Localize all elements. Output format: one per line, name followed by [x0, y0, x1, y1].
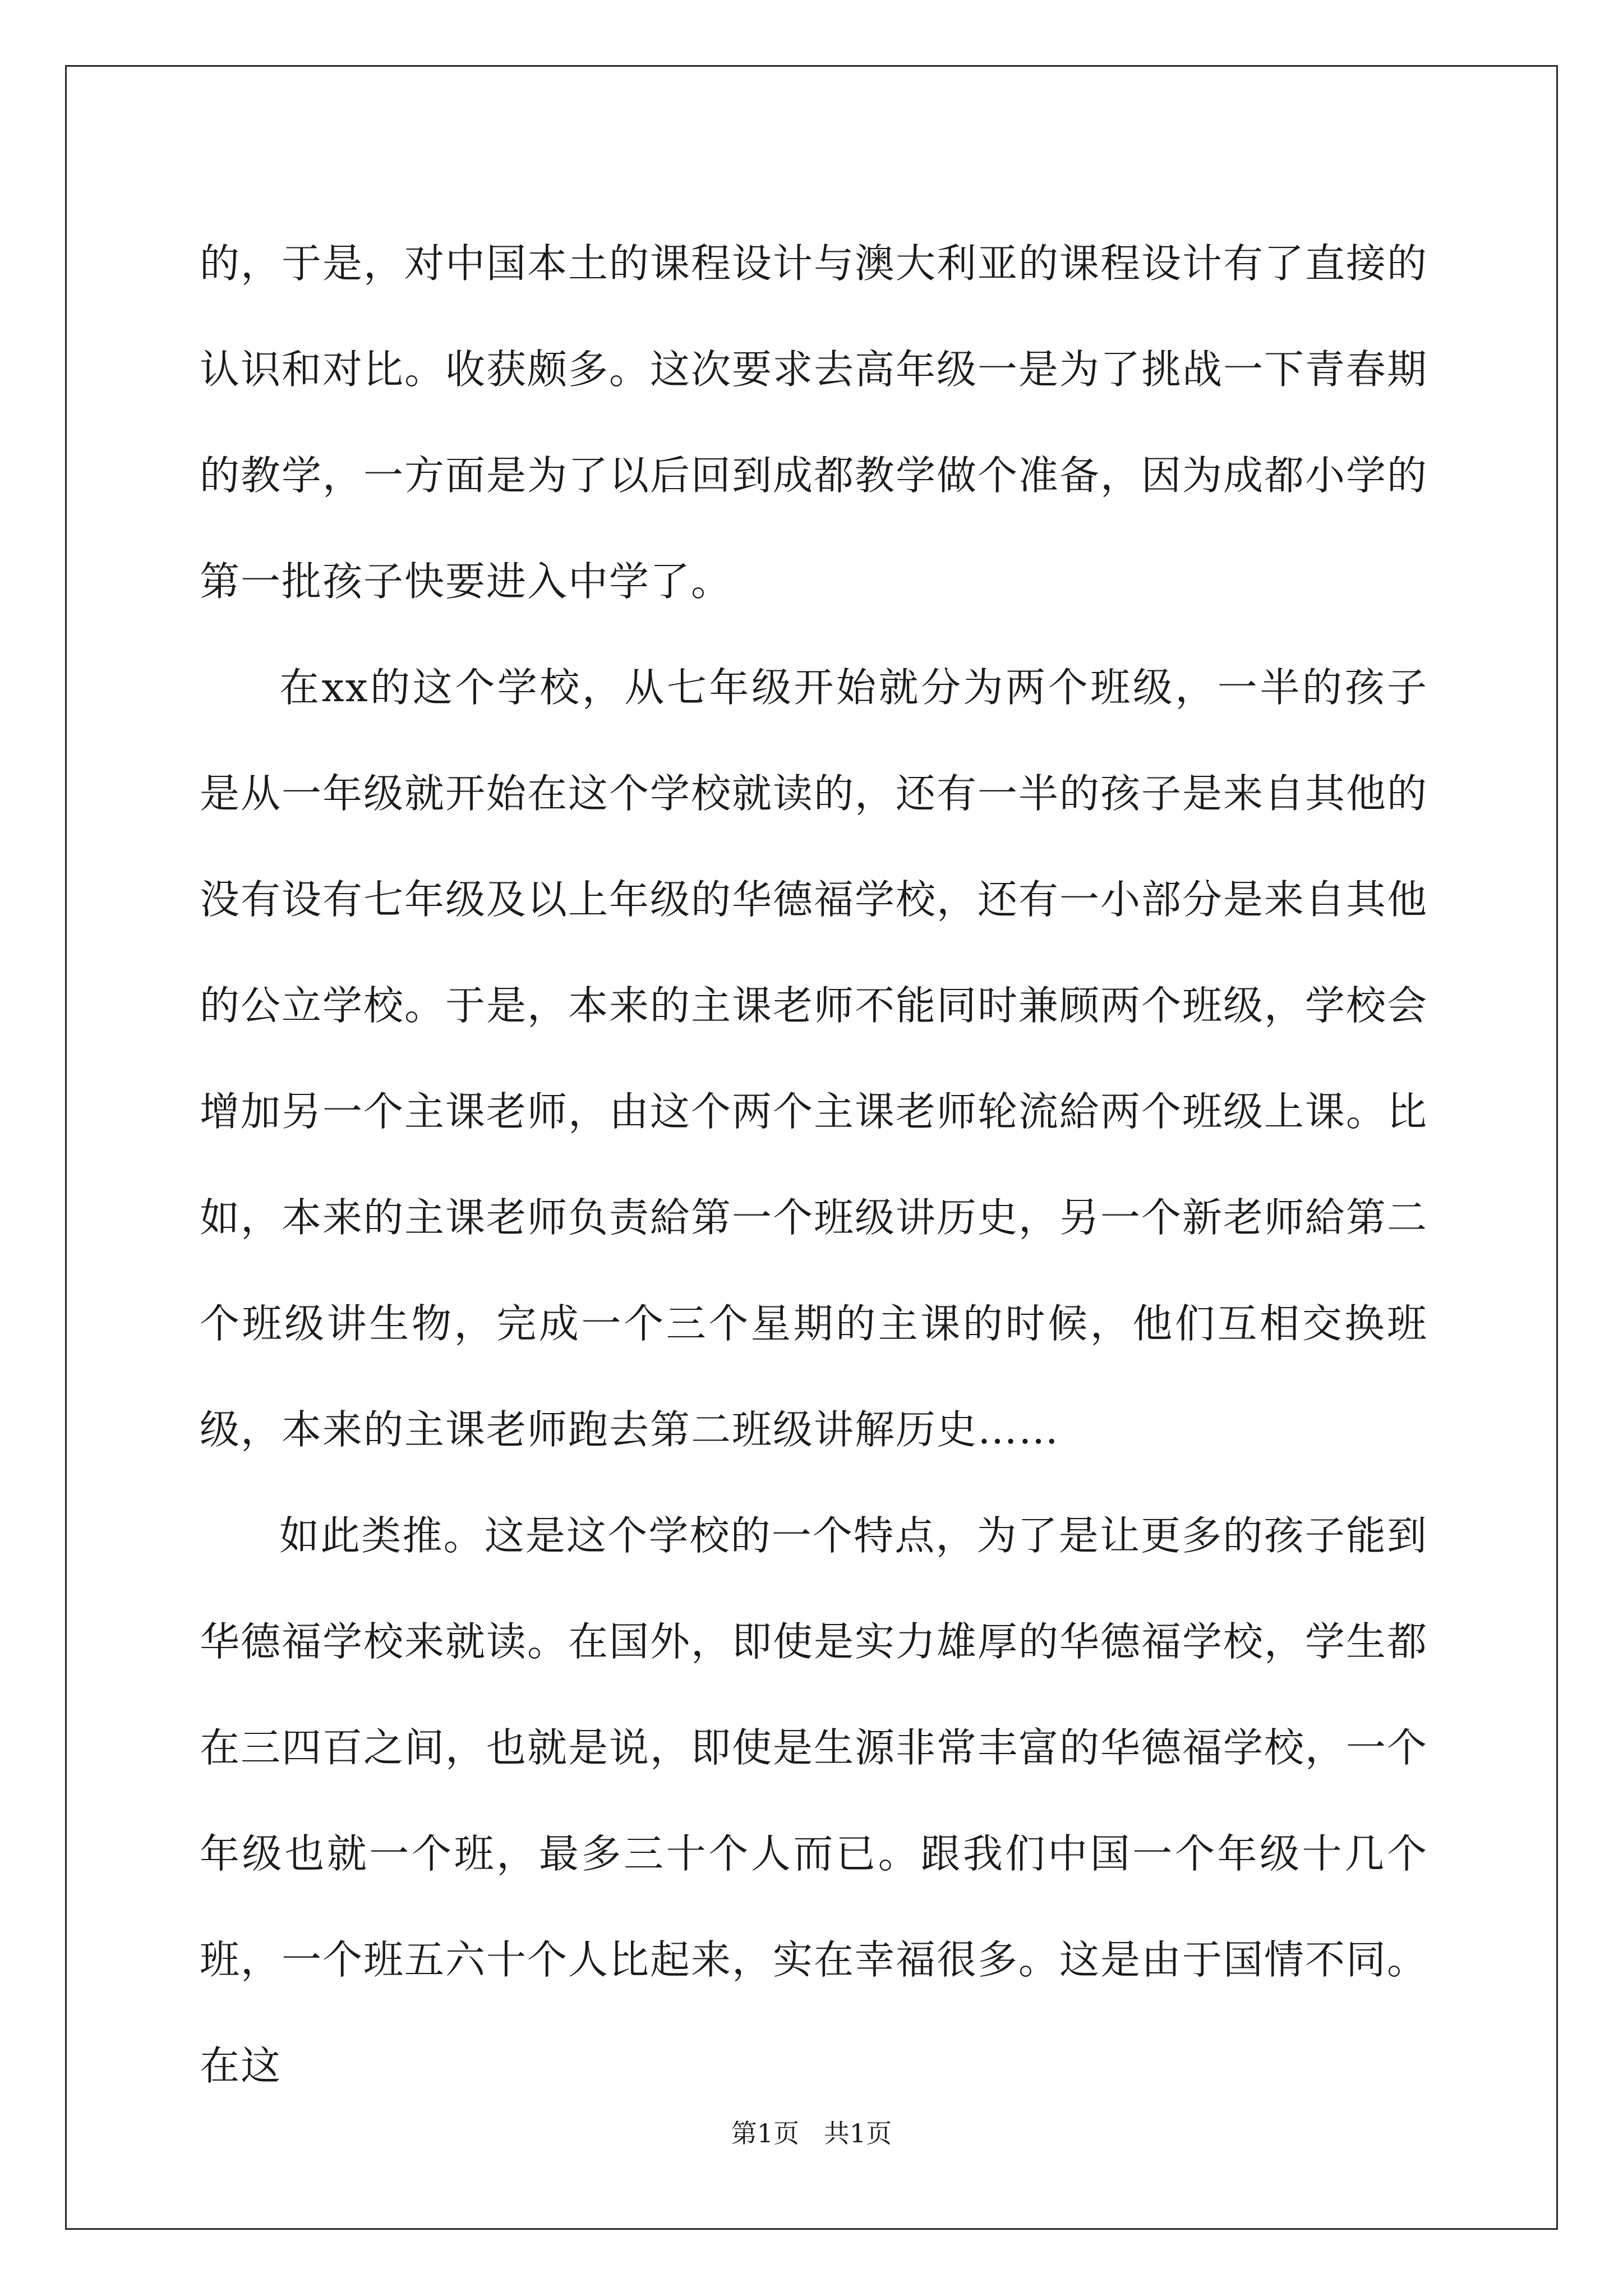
- paragraph-1: 的，于是，对中国本土的课程设计与澳大利亚的课程设计有了直接的认识和对比。收获颇多。这次要求去高年级一是为了挑战一下青春期的教学，一方面是为了以后回到成都教学做个准备，因为成都小学的第一批孩子快要进入中学了。: [200, 240, 1428, 605]
- page-footer: 第1页 共1页: [731, 2118, 892, 2148]
- paragraph-3: 如此类推。这是这个学校的一个特点，为了是让更多的孩子能到华德福学校来就读。在国外，即使是实力雄厚的华德福学校，学生都在三四百之间，也就是说，即使是生源非常丰富的华德福学校，一个年级也就一个班，最多三十个人而已。跟我们中国一个年级十几个班，一个班五六十个人比起来，实在幸福很多。这是由于国情不同。在这: [200, 1512, 1428, 2089]
- document-body: [200, 210, 1428, 2119]
- paragraph-2: 在xx的这个学校，从七年级开始就分为两个班级，一半的孩子是从一年级就开始在这个学校就读的，还有一半的孩子是来自其他的没有设有七年级及以上年级的华德福学校，还有一小部分是来自其他的公立学校。于是，本来的主课老师不能同时兼顾两个班级，学校会增加另一个主课老师，由这个两个主课老师轮流給两个班级上课。比如，本来的主课老师负责給第一个班级讲历史，另一个新老师給第二个班级讲生物，完成一个三个星期的主课的时候，他们互相交换班级，本来的主课老师跑去第二班级讲解历史……: [200, 664, 1428, 1453]
